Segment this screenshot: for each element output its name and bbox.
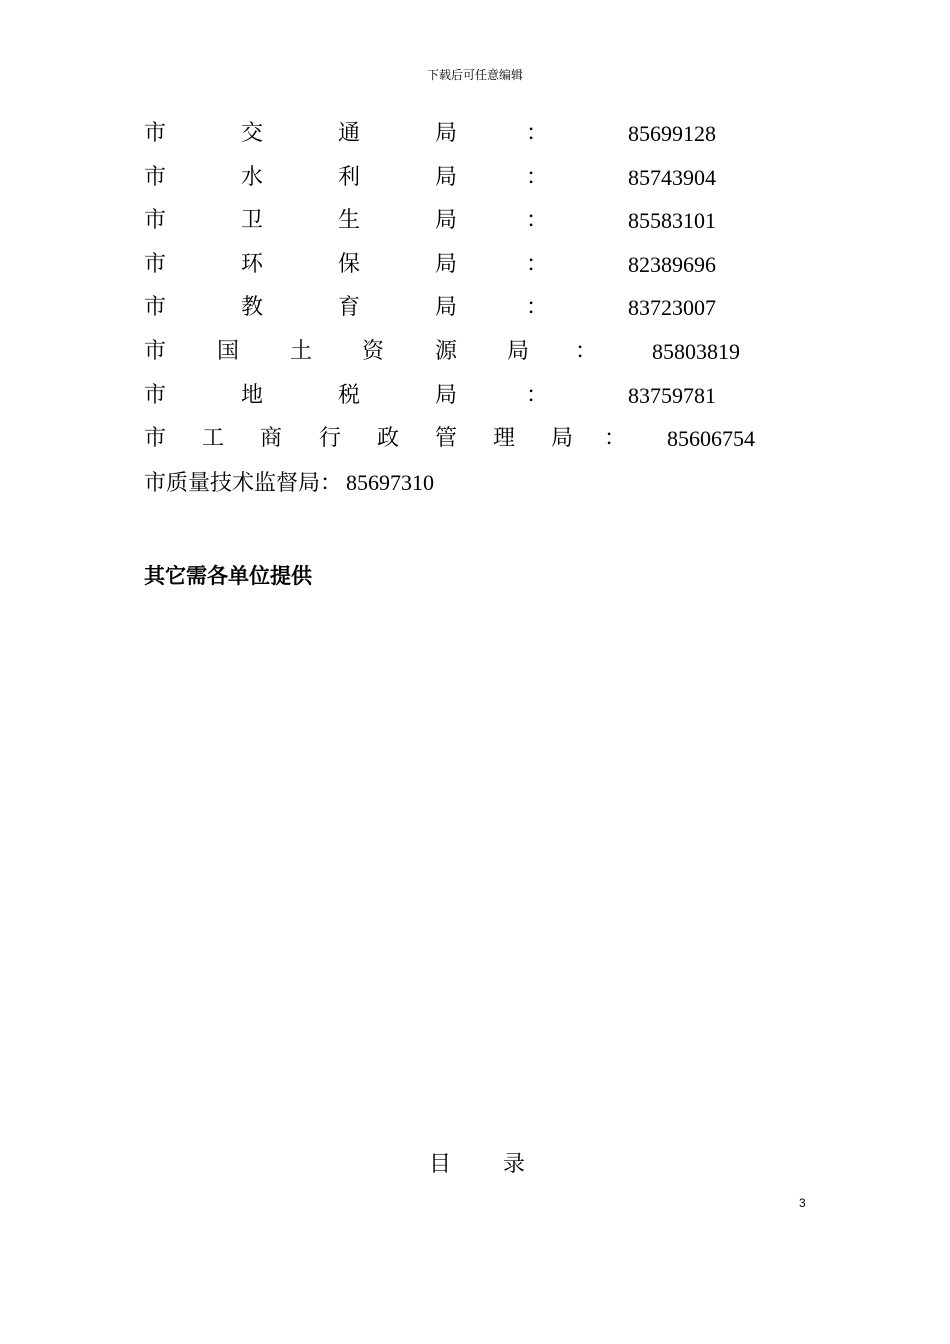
contact-char: ：: [525, 383, 549, 408]
contact-char: 局: [434, 208, 458, 233]
note-text: 其它需各单位提供: [144, 564, 312, 588]
contact-char: 管: [434, 426, 458, 451]
contact-char: ：: [525, 295, 549, 320]
contact-char: 源: [434, 339, 458, 364]
contact-char: 商: [259, 426, 283, 451]
contact-char: 市: [144, 121, 167, 146]
contact-char: ：: [525, 252, 549, 277]
contact-row-quality-supervision: [144, 467, 434, 500]
contact-label: 市质量技术监督局：: [144, 471, 343, 496]
contact-char: 保: [337, 252, 361, 277]
contact-char: 理: [492, 426, 516, 451]
contact-char: 交: [240, 121, 264, 146]
contact-phone: 85743904: [628, 165, 716, 190]
contact-char: 局: [434, 252, 458, 277]
contact-char: 局: [550, 426, 574, 451]
contact-char: 利: [337, 165, 361, 190]
contact-char: 环: [240, 252, 264, 277]
contact-char: 资: [361, 339, 385, 364]
contact-char: ：: [574, 339, 598, 364]
contact-char: 通: [337, 121, 361, 146]
contact-char: 局: [434, 383, 458, 408]
contact-char: 局: [434, 165, 458, 190]
contact-char: 地: [240, 383, 264, 408]
contact-phone: 82389696: [628, 252, 716, 277]
contact-char: 局: [434, 121, 458, 146]
contact-char: 政: [376, 426, 400, 451]
toc-title-char: 录: [503, 1152, 526, 1177]
contact-char: ：: [525, 121, 549, 146]
contact-char: 局: [506, 339, 530, 364]
contact-char: 税: [337, 383, 361, 408]
contact-char: 局: [434, 295, 458, 320]
contact-phone: 85606754: [667, 426, 755, 451]
page-number: 3: [799, 1196, 806, 1210]
contact-char: 市: [144, 208, 167, 233]
contact-char: 市: [144, 426, 167, 451]
contact-char: ：: [525, 208, 549, 233]
contact-phone: 85583101: [628, 208, 716, 233]
contact-char: 市: [144, 252, 167, 277]
contact-phone: 83759781: [628, 383, 716, 408]
contact-char: ：: [603, 426, 627, 451]
contact-char: 国: [216, 339, 240, 364]
contact-char: 市: [144, 295, 167, 320]
contact-char: 市: [144, 383, 167, 408]
contact-char: ：: [525, 165, 549, 190]
contact-phone: 85699128: [628, 121, 716, 146]
contact-char: 教: [240, 295, 264, 320]
contact-char: 卫: [240, 208, 264, 233]
toc-title-char: 目: [429, 1152, 452, 1177]
contact-char: 市: [144, 339, 167, 364]
contact-char: 市: [144, 165, 167, 190]
contact-char: 土: [289, 339, 313, 364]
contact-phone: 85803819: [652, 339, 740, 364]
contact-phone: 83723007: [628, 295, 716, 320]
contact-char: 行: [318, 426, 342, 451]
contact-char: 生: [337, 208, 361, 233]
contact-phone: 85697310: [346, 470, 435, 495]
contact-char: 工: [201, 426, 225, 451]
page-header: 下载后可任意编辑: [426, 68, 523, 82]
contact-char: 水: [240, 165, 264, 190]
contact-char: 育: [337, 295, 361, 320]
